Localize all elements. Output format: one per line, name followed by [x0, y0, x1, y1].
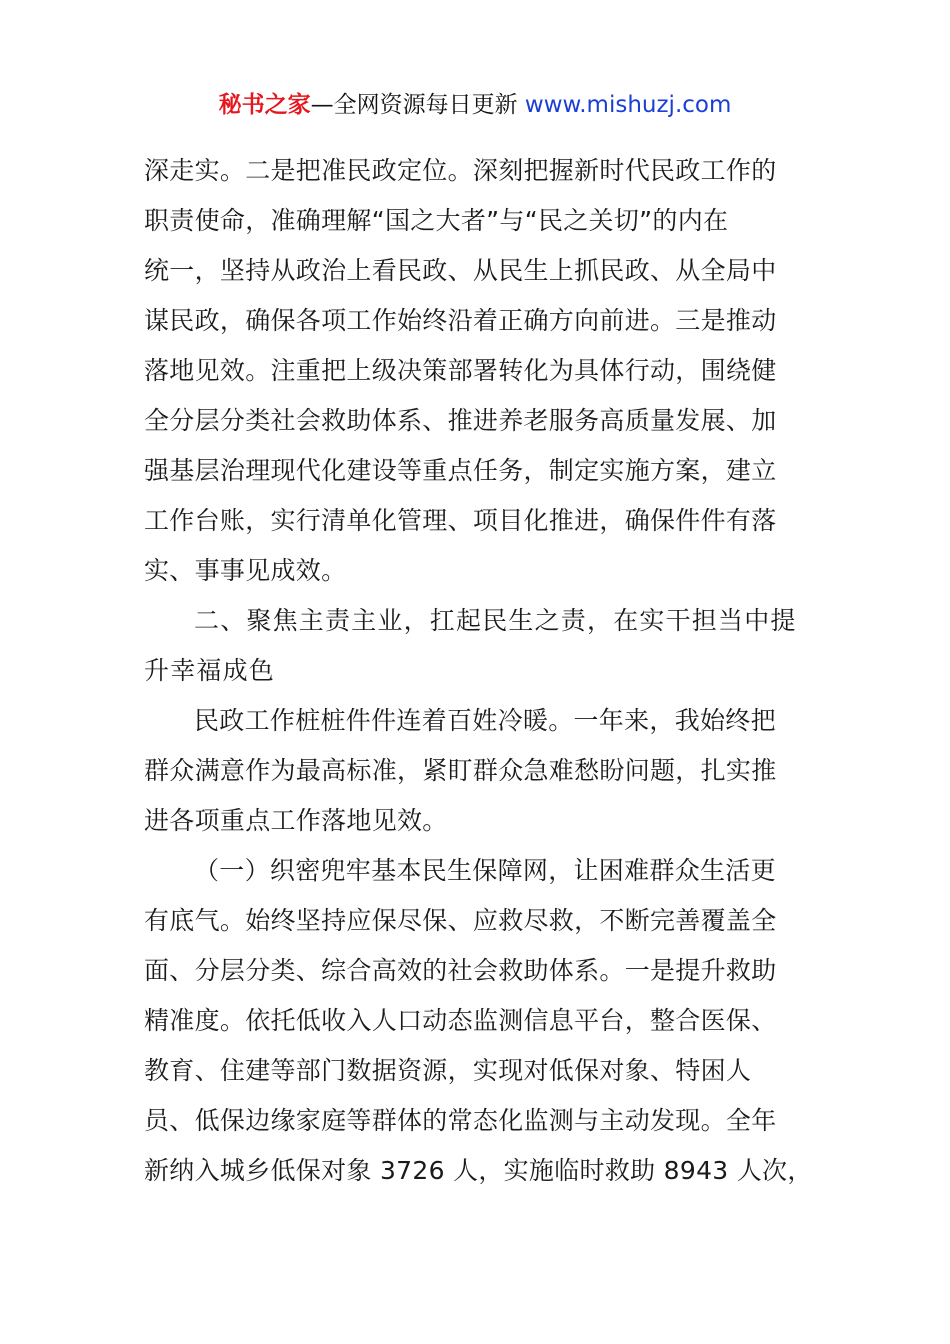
body-line: 民政工作桩桩件件连着百姓冷暖。一年来，我始终把 [194, 706, 776, 735]
body-line: 全分层分类社会救助体系、推进养老服务高质量发展、加 [144, 406, 777, 435]
section-heading-line: 二、聚焦主责主业，扛起民生之责，在实干担当中提 [194, 606, 797, 635]
header-tagline: —全网资源每日更新 [310, 92, 525, 118]
body-line: 工作台账，实行清单化管理、项目化推进，确保件件有落 [144, 506, 777, 535]
subsection-line: （一）织密兜牢基本民生保障网，让困难群众生活更 [194, 856, 776, 885]
body-line: 职责使命，准确理解“国之大者”与“民之关切”的内在 [144, 206, 729, 235]
header-brand: 秘书之家 [218, 92, 311, 118]
page-header [0, 88, 950, 122]
body-line: 教育、住建等部门数据资源，实现对低保对象、特困人 [144, 1056, 752, 1085]
body-line: 有底气。始终坚持应保尽保、应救尽救，不断完善覆盖全 [144, 906, 777, 935]
body-line: 群众满意作为最高标准，紧盯群众急难愁盼问题，扎实推 [144, 756, 777, 785]
body-line: 强基层治理现代化建设等重点任务，制定实施方案，建立 [144, 456, 777, 485]
body-line: 精准度。依托低收入人口动态监测信息平台，整合医保、 [144, 1006, 777, 1035]
document-body [144, 146, 813, 1196]
body-line: 深走实。二是把准民政定位。深刻把握新时代民政工作的 [144, 156, 777, 185]
body-line: 实、事事见成效。 [144, 556, 347, 585]
body-line: 员、低保边缘家庭等群体的常态化监测与主动发现。全年 [144, 1106, 777, 1135]
body-line: 谋民政，确保各项工作始终沿着正确方向前进。三是推动 [144, 306, 777, 335]
body-line: 面、分层分类、综合高效的社会救助体系。一是提升救助 [144, 956, 777, 985]
body-line: 统一，坚持从政治上看民政、从民生上抓民政、从全局中 [144, 256, 777, 285]
body-line: 落地见效。注重把上级决策部署转化为具体行动，围绕健 [144, 356, 777, 385]
body-line: 新纳入城乡低保对象 3726 人，实施临时救助 8943 人次， [144, 1156, 813, 1185]
header-url-link[interactable]: www.mishuzj.com [524, 92, 732, 118]
body-line: 进各项重点工作落地见效。 [144, 806, 448, 835]
section-heading-line: 升幸福成色 [144, 656, 276, 685]
